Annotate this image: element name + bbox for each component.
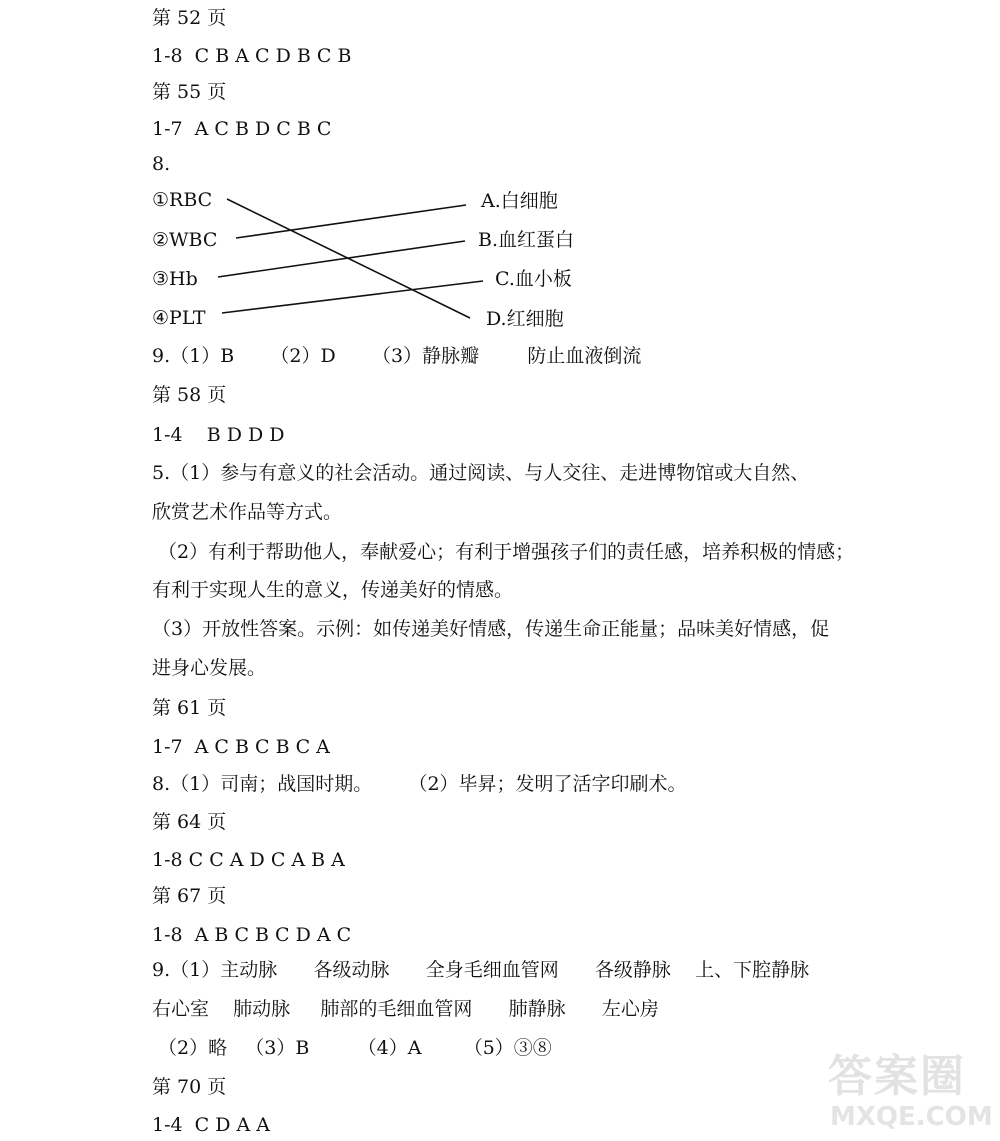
answer-line: （2）略 （3）B （4）A （5）③⑧ bbox=[152, 1037, 552, 1059]
match-right-c: C.血小板 bbox=[495, 268, 572, 290]
answer-paragraph: 5.（1）参与有意义的社会活动。通过阅读、与人交往、走进博物馆或大自然、 bbox=[152, 462, 810, 484]
answer-line: 右心室 肺动脉 肺部的毛细血管网 肺静脉 左心房 bbox=[152, 998, 659, 1020]
match-left-hb: ③Hb bbox=[152, 268, 198, 290]
match-left-rbc: ①RBC bbox=[152, 189, 213, 211]
match-line-wbc-a bbox=[236, 205, 466, 238]
answer-paragraph: 有利于实现人生的意义，传递美好的情感。 bbox=[152, 579, 514, 601]
answer-line: 9.（1）B （2）D （3）静脉瓣 防止血液倒流 bbox=[152, 345, 642, 367]
answer-line: 1-4 B D D D bbox=[152, 424, 285, 446]
page-heading: 第 52 页 bbox=[152, 7, 227, 29]
page-heading: 第 64 页 bbox=[152, 811, 227, 833]
match-line-hb-b bbox=[218, 241, 465, 277]
watermark-site-text: MXQE.COM bbox=[830, 1102, 993, 1132]
page-heading: 第 67 页 bbox=[152, 885, 227, 907]
answer-line: 1-8 C C A D C A B A bbox=[152, 849, 345, 871]
page-heading: 第 70 页 bbox=[152, 1076, 227, 1098]
answer-line: 9.（1）主动脉 各级动脉 全身毛细血管网 各级静脉 上、下腔静脉 bbox=[152, 959, 810, 981]
match-right-a: A.白细胞 bbox=[481, 190, 558, 212]
answer-line: 1-7 A C B C B C A bbox=[152, 736, 330, 758]
answer-line: 8.（1）司南；战国时期。 （2）毕昇；发明了活字印刷术。 bbox=[152, 773, 687, 795]
page-heading: 第 55 页 bbox=[152, 81, 227, 103]
page-heading: 第 61 页 bbox=[152, 697, 227, 719]
answer-paragraph: 欣赏艺术作品等方式。 bbox=[152, 501, 343, 523]
answer-line: 1-8 C B A C D B C B bbox=[152, 45, 352, 67]
question-number: 8. bbox=[152, 153, 171, 175]
answer-line: 1-7 A C B D C B C bbox=[152, 118, 332, 140]
answer-line: 1-4 C D A A bbox=[152, 1114, 271, 1136]
answer-paragraph: （2）有利于帮助他人，奉献爱心；有利于增强孩子们的责任感，培养积极的情感； bbox=[152, 541, 855, 563]
watermark-main-text: 答案圈 bbox=[828, 1051, 966, 1102]
watermark-logo bbox=[822, 1040, 992, 1138]
match-right-b: B.血红蛋白 bbox=[478, 229, 575, 251]
match-line-plt-c bbox=[222, 281, 483, 313]
match-right-d: D.红细胞 bbox=[486, 308, 564, 330]
match-left-wbc: ②WBC bbox=[152, 229, 218, 251]
answer-line: 1-8 A B C B C D A C bbox=[152, 924, 352, 946]
match-left-plt: ④PLT bbox=[152, 307, 206, 329]
answer-paragraph: （3）开放性答案。示例：如传递美好情感，传递生命正能量；品味美好情感，促 bbox=[152, 618, 830, 640]
answer-paragraph: 进身心发展。 bbox=[152, 657, 267, 679]
page-heading: 第 58 页 bbox=[152, 384, 227, 406]
matching-lines bbox=[0, 0, 1000, 340]
